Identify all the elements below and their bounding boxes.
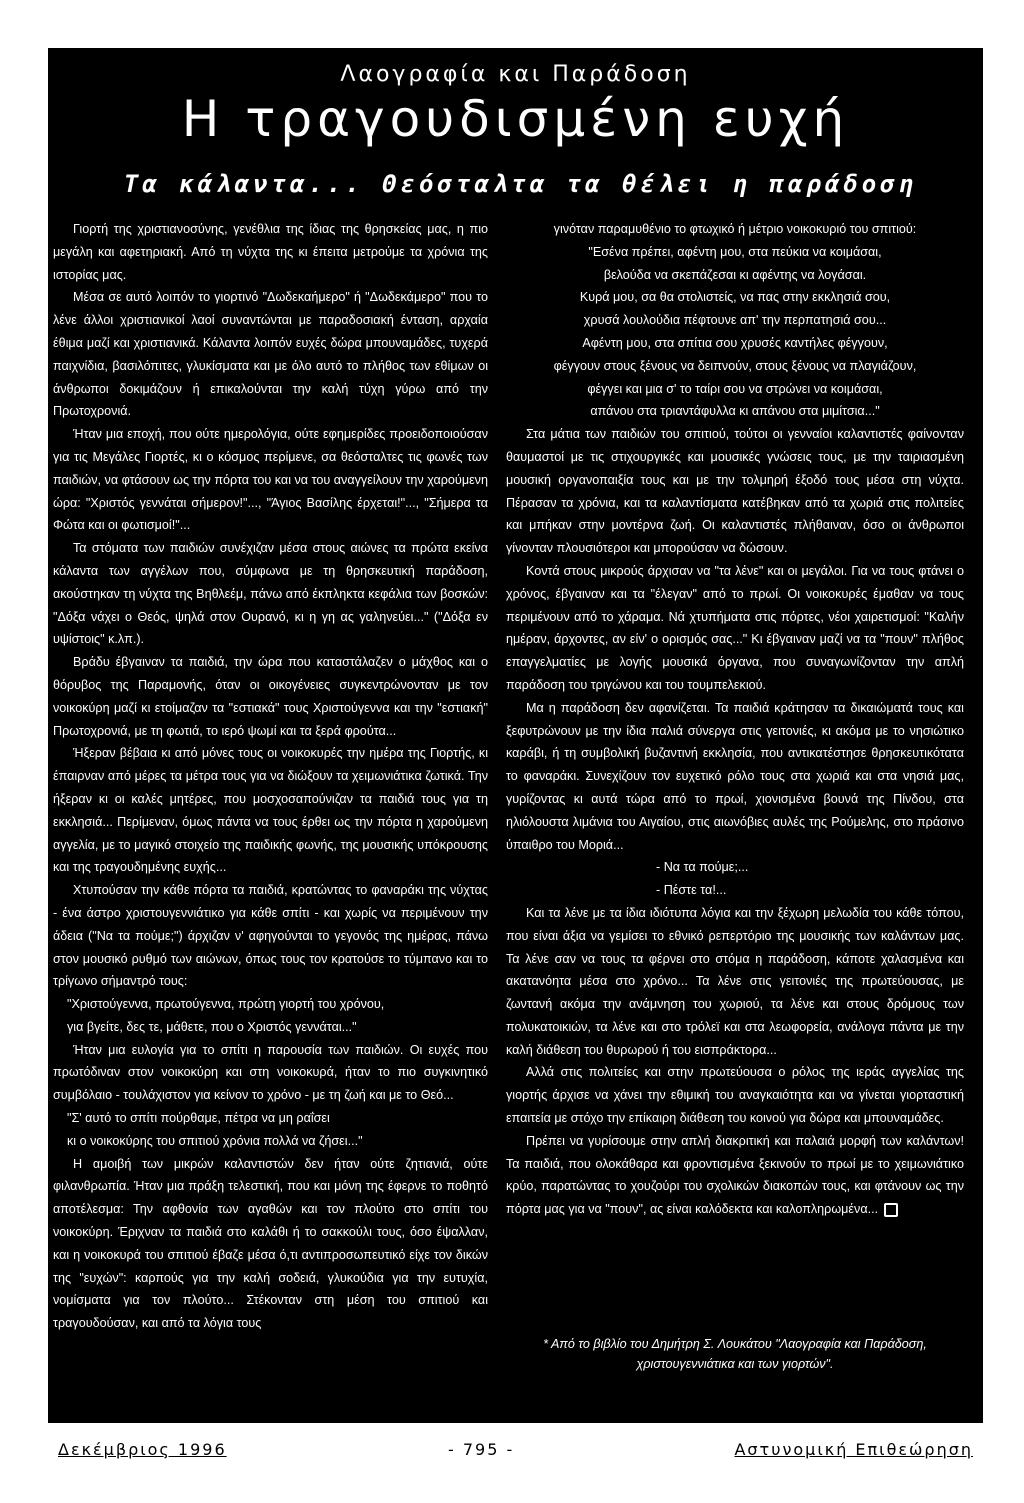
paragraph: Η αμοιβή των μικρών καλαντιστών δεν ήταν ούτε ζητιανιά, ούτε φιλανθρωπία. Ήταν μια πράξη τελεστική, που και μόνη της έφερνε το ποθητό αποτέλεσμα: Την αφθονία των αγαθών και τον πλούτο στο σπίτι του νοικοκύρη. Έριχναν τα παιδιά στο καλάθι ή το σακκούλι τους, όσο έψαλλαν, και η νοικοκυρά του σπιτιού έβαζε μέσα ό,τι αντιπροσωπευτικό είχε τον δικών της "ευχών": καρπούς για την καλή σοδειά, γλυκούδια για την ευτυχία, νομίσματα για τον πλούτο... Στέκονταν στη μέση του σπιτιού και τραγουδούσαν, και από τα λόγια τους: [53, 1156, 488, 1331]
right-column: [506, 218, 964, 1221]
issue-date: Δεκέμβριος 1996: [58, 1440, 227, 1459]
left-column: [53, 218, 488, 1335]
paragraph: Τα στόματα των παιδιών συνέχιζαν μέσα στους αιώνες τα πρώτα εκείνα κάλαντα των αγγέλων που, σύμφωνα με τη θρησκευτική παράδοση, ακούστηκαν τη νύχτα της Βηθλεέμ, πάνω από έκπληκτα κεφάλια των βοσκών: "Δόξα νάχει ο Θεός, ψηλά στον Ουρανό, κι η γη ας γαληνεύει..." ("Δόξα εν υψίστοις" κ.λπ.).: [53, 541, 488, 647]
poem-line: για βγείτε, δες τε, μάθετε, που ο Χριστός γεννάται...": [67, 1019, 357, 1034]
poem-line: φέγγουν στους ξένους να δειπνούν, στους ξένους να πλαγιάζουν,: [553, 358, 917, 373]
paragraph: Ήξεραν βέβαια κι από μόνες τους οι νοικοκυρές την ημέρα της Γιορτής, κι έπαιρναν από μέρες τα μέτρα τους για να διώξουν τα χειμωνιάτικα ζωτικά. Την ήξεραν κι οι καλές μητέρες, που μοσχοσαπούνιζαν τα παιδιά τους για τη εκκλησιά... Περίμεναν, όμως πάντα να τους έρθει ως την πόρτα η χαρούμενη αγγελία, με το μαγικό στοιχείο της παιδικής φωνής, της μουσικής υπόκρουσης και της τραγουδημένης ευχής...: [53, 746, 488, 875]
dialog-line: - Πέστε τα!...: [656, 883, 727, 898]
poem-line: χρυσά λουλούδια πέφτουνε απ' την περπατησιά σου...: [583, 313, 887, 328]
source-footnote: * Από το βιβλίο του Δημήτρη Σ. Λουκάτου "Λαογραφία και Παράδοση, χριστουγεννιάτικα και των γιορτών".: [543, 1337, 927, 1371]
poem-line: κι ο νοικοκύρης του σπιτιού χρόνια πολλά να ζήσει...": [67, 1133, 363, 1148]
publication-name: Αστυνομική Επιθεώρηση: [734, 1440, 973, 1459]
paragraph: Γιορτή της χριστιανοσύνης, γενέθλια της ίδιας της θρησκείας μας, η πιο μεγάλη και αφετηριακή. Από τη νύχτα της κι έπειτα μετρούμε τα χρόνια της ιστορίας μας.: [53, 222, 488, 282]
end-of-article-icon: [884, 1203, 898, 1217]
poem-line: "Σ' αυτό το σπίτι πούρθαμε, πέτρα να μη ραΐσει: [67, 1111, 330, 1126]
poem-line: Κυρά μου, σα θα στολιστείς, να πας στην εκκλησιά σου,: [579, 290, 891, 305]
poem-intro: γινόταν παραμυθένιο το φτωχικό ή μέτριο νοικοκυριό του σπιτιού:: [553, 222, 917, 236]
paragraph: Βράδυ έβγαιναν τα παιδιά, την ώρα που καταστάλαζεν ο μάχθος και ο θόρυβος της Παραμονής, όταν οι οικογένειες συγκεντρώνονταν με τον νοικοκύρη μαζί κι ετοίμαζαν τα "εστιακά" τους Χριστούγεννα και την "εστιακή" Πρωτοχρονιά, με τη φωτιά, το ιερό ψωμί και τα ξερά φρούτα...: [53, 655, 488, 738]
paragraph: Μέσα σε αυτό λοιπόν το γιορτινό "Δωδεκαήμερο" ή "Δωδεκάμερο" που το λένε άλλοι χριστιανικοί λαοί συναντώνται με παραδοσιακή ένταση, αρχαία έθιμα μαζί και χριστιανικά. Κάλαντα λοιπόν ευχές δώρα μπουναμάδες, τυχερά παιχνίδια, βασιλόπιτες, γλυκίσματα και με όλο αυτό το πλήθος των εθίμων οι άνθρωποι δοκιμάζουν ή επικαλούνται την καλή τύχη γύρω από την Πρωτοχρονιά.: [53, 290, 488, 419]
closing-paragraph-text: Πρέπει να γυρίσουμε στην απλή διακριτική και παλαιά μορφή των καλάντων! Τα παιδιά, που ολοκάθαρα και φροντισμένα ξεκινούν το πρωί με το χειμωνιάτικο κρύο, παρατώντας το χουζούρι του σχολικών διακοπών τους, και φτάνουν ως την πόρτα μας για να "πουν", ας είναι καλόδεκτα και καλοπληρωμένα...: [506, 1133, 964, 1217]
paragraph: Στα μάτια των παιδιών του σπιτιού, τούτοι οι γενναίοι καλαντιστές φαίνονταν θαυμαστοί με τις στιχουργικές και μουσικές γνώσεις τους, με την ταιριασμένη μουσική οργανοπαιξία τους και με την τολμηρή έξοδό τους μέσα στη νύχτα. Πέρασαν τα χρόνια, και τα καλαντίσματα κατέβηκαν από τα χωριά στις πολιτείες και μπήκαν στην μοντέρνα ζωή. Οι καλαντιστές πλήθαιναν, όσο οι άνθρωποι γίνονταν πλουσιότεροι και μπορούσαν να δώσουν.: [506, 427, 964, 556]
page-footer: [48, 1440, 983, 1464]
paragraph: Αλλά στις πολιτείες και στην πρωτεύουσα ο ρόλος της ιεράς αγγελίας της γιορτής άρχισε να χάνει την εθιμική του αναγκαιότητα και να γίνεται γιορταστική επαιτεία με στόχο την επίκαιρη διάθεση του κοινού για δώρα και μπουναμάδες.: [506, 1065, 964, 1126]
page-number: - 795 -: [448, 1440, 515, 1459]
paragraph: Ήταν μια εποχή, που ούτε ημερολόγια, ούτε εφημερίδες προειδοποιούσαν για τις Μεγάλες Γιορτές, κι ο κόσμος περίμενε, σα θεόσταλτες τις φωνές των παιδιών, να φτάσουν ως την πόρτα του και να του αναγγείλουν την χαρούμενη ώρα: "Χριστός γεννάται σήμερον!"..., "Άγιος Βασίλης έρχεται!"..., "Σήμερα τα Φώτα και οι φωτισμοί!"...: [53, 427, 488, 533]
dialog-line: - Να τα πούμε;...: [656, 860, 749, 875]
paragraph: [506, 1130, 964, 1221]
paragraph: Χτυπούσαν την κάθε πόρτα τα παιδιά, κρατώντας το φαναράκι της νύχτας - ένα άστρο χριστουγεννιάτικο για κάθε σπίτι - και χωρίς να περιμένουν την άδεια ("Να τα πούμε;") άρχιζαν ν' αφηγούνται το γεγονός της ημέρας, πάνω στον μουσικό ρυθμό των αιώνων, όπως τους τον κρατούσε το τύμπανο και το τρίγωνο σήμαντρό τους:: [53, 883, 488, 989]
poem-line: Αφέντη μου, στα σπίτια σου χρυσές καντήλες φέγγουν,: [582, 335, 888, 350]
poem-line: βελούδα να σκεπάζεσαι κι αφέντης να λογάσαι.: [603, 267, 867, 282]
paragraph: Κοντά στους μικρούς άρχισαν να "τα λένε" και οι μεγάλοι. Για να τους φτάνει ο χρόνος, έβγαιναν και τα "έλεγαν" από το πρωί. Οι νοικοκυρές έμαθαν να τους περιμένουν από το χάραμα. Νά χτυπήματα στις πόρτες, νέοι χαιρετισμοί: "Καλήν ημέραν, άρχοντες, αν είν' ο ορισμός σας..." Κι έβγαιναν μαζί να τα "πουν" πλήθος επαγγελματίες με λογής μουσικά όργανα, που συναγωνίζονταν την απλή παράδοση του τριγώνου και του τουμπελεκιού.: [506, 563, 964, 692]
article-title: Η τραγουδισμένη ευχή: [181, 90, 850, 148]
poem-line: "Εσένα πρέπει, αφέντη μου, στα πεύκια να κοιμάσαι,: [588, 244, 882, 259]
paragraph: Μα η παράδοση δεν αφανίζεται. Τα παιδιά κράτησαν τα δικαιώματά τους και ξεφυτρώνουν με την ίδια παλιά σύνεργα στις γειτονιές, κι ακόμα με το νησιώτικο καράβι, ή τη συμβολική βυζαντινή εκκλησία, που αντικατέστησε θρησκευτικότατα το φαναράκι. Συνεχίζουν τον ευχετικό ρόλο τους στα χωριά και στα νησιά μας, γυρίζοντας κι αυτά τώρα από το πρωί, χιονισμένα βουνά της Πίνδου, στα ηλιόλουστα λιμάνια του Αιγαίου, στις αιωνόβιες αυλές της Ρούμελης, στο πράσινο ύπαιθρο του Μοριά...: [506, 700, 964, 852]
paragraph: Και τα λένε με τα ίδια ιδιότυπα λόγια και την ξέχωρη μελωδία του κάθε τόπου, που είναι άξια να γεμίσει το εθνικό ρεπερτόριο της μουσικής των καλάντων μας. Τα λένε σαν να τους τα φέρνει στο στόμα η παράδοση, κάποτε χαλασμένα και ακατανόητα μέσα στο χρόνο... Τα λένε στις γειτονιές της πρωτεύουσας, με ζωντανή ακόμα την ανάμνηση του χωριού, τα λένε και στους δρόμους των πολυκατοικιών, τα λένε και στο τρόλεϊ και στα λεωφορεία, ανάλογα πάντα με την καλή διάθεση του θυρωρού ή του εισπράκτορα...: [506, 905, 964, 1057]
poem-line: φέγγει και μια σ' το ταίρι σου να στρώνει να κοιμάσαι,: [587, 381, 883, 396]
section-kicker: Λαογραφία και Παράδοση: [340, 62, 691, 87]
paragraph: Ήταν μια ευλογία για το σπίτι η παρουσία των παιδιών. Οι ευχές που πρωτόδιναν στον νοικοκύρη και στη νοικοκυρά, ήταν το πιο συγκινητικό συμβόλαιο - τουλάχιστον για κείνον το χρόνο - με τη ζωή και με το Θεό...: [53, 1042, 488, 1103]
poem-line: "Χριστούγεννα, πρωτούγεννα, πρώτη γιορτή του χρόνου,: [67, 997, 385, 1012]
poem-line: απάνου στα τριαντάφυλλα κι απάνου στα μιμίτσια...": [590, 404, 880, 419]
article-panel: [48, 48, 983, 1423]
article-subtitle: Τα κάλαντα... Θεόσταλτα τα θέλει η παράδοση: [123, 170, 918, 198]
